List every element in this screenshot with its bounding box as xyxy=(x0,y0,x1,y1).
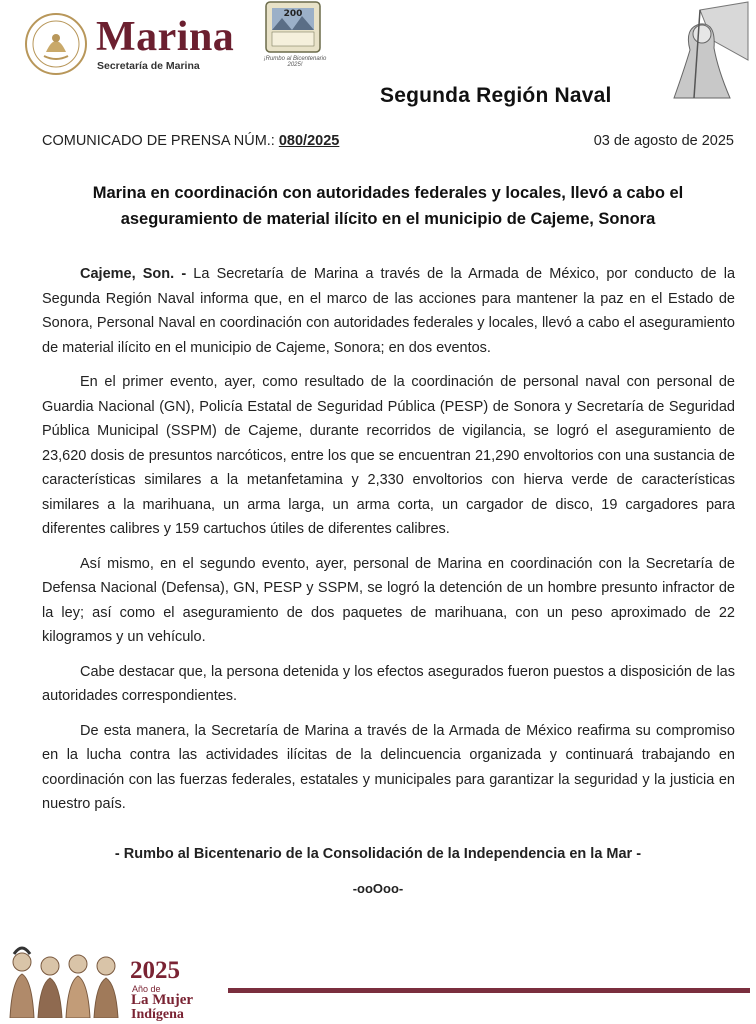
dateline: Cajeme, Son. - xyxy=(80,266,187,282)
communique-number-line xyxy=(42,133,339,149)
closing-motto: - Rumbo al Bicentenario de la Consolidación de la Independencia en la Mar - xyxy=(114,846,642,862)
paragraph-1-text: La Secretaría de Marina a través de la Armada de México, por conducto de la Segunda Región Naval informa que, en el marco de las acciones para mantener la paz en el Estado de Sonora, Personal Naval en coordinación con autoridades federales y locales, llevó a cabo el aseguramiento de material ilícito en el municipio de Cajeme, Sonora; en dos eventos. xyxy=(42,266,736,356)
mexico-seal-logo xyxy=(24,12,88,76)
paragraph-2: En el primer evento, ayer, como resultado de la coordinación de personal naval con personal de Guardia Nacional (GN), Policía Estatal de Seguridad Pública (PESP) de Sonora y Secretaría de Seguridad Pública Municipal (SSPM) de Cajeme, durante recorridos de vigilancia, se logró el aseguramiento de 23,620 dosis de presuntos narcóticos, entre los que se encuentran 21,290 envoltorios con una sustancia de características similares a la metanfetamina y 2,330 envoltorios con hierva verde de características similares a la marihuana, un arma larga, un arma corta, un cargador de disco, 19 cargadores para diferentes calibres y 159 cartuchos útiles de diferentes calibres. xyxy=(42,374,735,537)
region-title: Segunda Región Naval xyxy=(380,84,612,107)
brand-wordmark: Marina xyxy=(96,14,235,60)
brand-subtitle: Secretaría de Marina xyxy=(97,60,200,72)
communique-prefix: COMUNICADO DE PRENSA NÚM.: xyxy=(42,133,279,149)
footer-divider xyxy=(228,988,750,993)
footer-ano-de: Año de xyxy=(132,984,161,994)
communique-date: 03 de agosto de 2025 xyxy=(593,133,734,149)
footer-year: 2025 xyxy=(130,957,180,984)
paragraph-4: Cabe destacar que, la persona detenida y los efectos asegurados fueron puestos a disposición de las autoridades correspondientes. xyxy=(42,663,735,704)
paragraph-1 xyxy=(42,262,735,360)
heroine-illustration xyxy=(660,0,752,100)
paragraph-3: Así mismo, en el segundo evento, ayer, personal de Marina en coordinación con la Secretaría de Defensa Nacional (Defensa), GN, PESP y SSPM, se logró la detención de un hombre presunto infractor de la ley; así como el aseguramiento de dos paquetes de marihuana, con un peso aproximado de 22 kilogramos y un vehículo. xyxy=(42,555,735,645)
article-body xyxy=(42,262,735,827)
emblem-number: 200 xyxy=(283,9,303,19)
communique-number: 080/2025 xyxy=(278,133,340,149)
headline: Marina en coordinación con autoridades federales y locales, llevó a cabo el aseguramiento de material ilícito en el municipio de Cajeme, Sonora xyxy=(92,184,684,228)
footer-line-mujer: La Mujer xyxy=(131,992,194,1008)
end-mark: -ooOoo- xyxy=(352,881,404,896)
indigenous-women-illustration xyxy=(4,940,124,1018)
footer-line-indigena: Indígena xyxy=(131,1007,184,1022)
paragraph-5: De esta manera, la Secretaría de Marina a través de la Armada de México reafirma su compromiso en la lucha contra las actividades ilícitas de la delincuencia organizada y continuará trabajando en coordinación con las fuerzas federales, estatales y municipales para garantizar la seguridad y la justicia en nuestro país. xyxy=(42,722,735,812)
emblem-caption: ¡Rumbo al Bicentenario 2025! xyxy=(263,56,327,68)
